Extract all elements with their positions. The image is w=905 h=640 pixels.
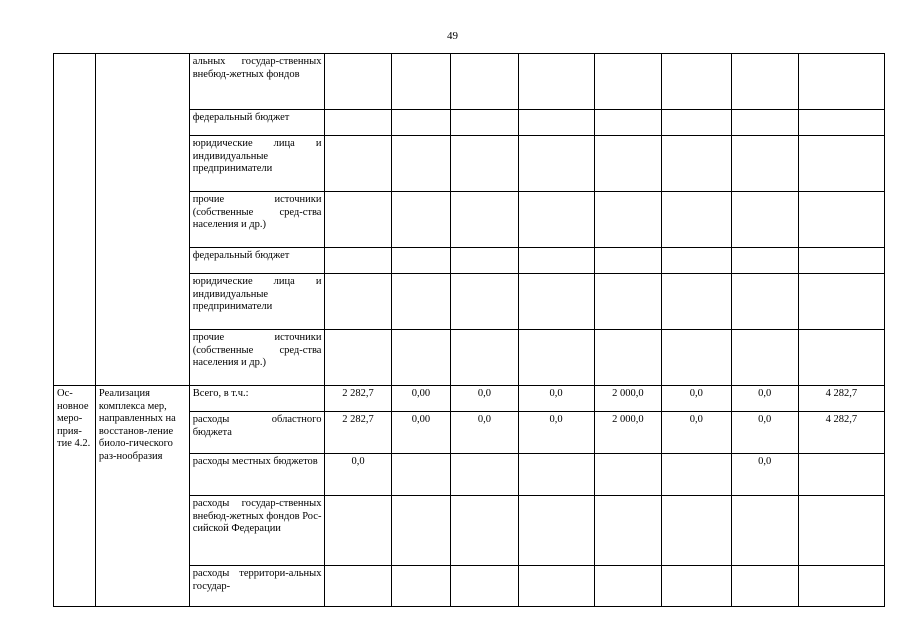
value-cell — [451, 54, 518, 110]
value-cell — [391, 274, 451, 330]
funding-source-cell: расходы территори-альных государ- — [189, 566, 325, 607]
value-cell: 0,0 — [451, 412, 518, 454]
value-cell — [731, 248, 798, 274]
value-cell — [325, 248, 391, 274]
value-cell: 2 000,0 — [594, 412, 661, 454]
funding-source-cell: Всего, в т.ч.: — [189, 386, 325, 412]
funding-source-cell: юридические лица и индивидуальные предприниматели — [189, 136, 325, 192]
value-cell: 0,0 — [731, 412, 798, 454]
value-cell — [662, 454, 732, 496]
value-cell: 2 000,0 — [594, 386, 661, 412]
value-cell: 0,0 — [518, 386, 594, 412]
value-cell — [391, 330, 451, 386]
value-cell — [594, 496, 661, 566]
value-cell — [798, 54, 884, 110]
value-cell — [594, 248, 661, 274]
value-cell — [518, 248, 594, 274]
funding-source-cell: расходы областного бюджета — [189, 412, 325, 454]
value-cell — [798, 566, 884, 607]
value-cell — [662, 54, 732, 110]
funding-source-cell: расходы государ-ственных внебюд-жетных фондов Рос-сийской Федерации — [189, 496, 325, 566]
value-cell — [325, 110, 391, 136]
value-cell — [518, 110, 594, 136]
funding-source-cell: прочие источники (собственные сред-ства населения и др.) — [189, 330, 325, 386]
value-cell — [391, 110, 451, 136]
value-cell: 0,00 — [391, 412, 451, 454]
value-cell — [391, 192, 451, 248]
value-cell — [594, 566, 661, 607]
value-cell — [731, 566, 798, 607]
value-cell — [518, 496, 594, 566]
value-cell — [594, 330, 661, 386]
value-cell — [594, 54, 661, 110]
measure-code-cell: Ос-новное меро-прия-тие 4.2. — [54, 386, 96, 607]
value-cell — [325, 192, 391, 248]
value-cell — [451, 248, 518, 274]
value-cell: 0,0 — [518, 412, 594, 454]
table-row — [54, 386, 885, 412]
page-number: 49 — [447, 30, 458, 42]
value-cell: 4 282,7 — [798, 386, 884, 412]
value-cell — [518, 136, 594, 192]
value-cell: 2 282,7 — [325, 386, 391, 412]
value-cell — [451, 330, 518, 386]
value-cell — [451, 496, 518, 566]
value-cell — [798, 248, 884, 274]
measure-code-cell — [54, 54, 96, 386]
funding-source-cell: юридические лица и индивидуальные предприниматели — [189, 274, 325, 330]
value-cell — [798, 496, 884, 566]
value-cell — [391, 136, 451, 192]
value-cell — [731, 136, 798, 192]
value-cell: 0,0 — [731, 454, 798, 496]
value-cell — [594, 192, 661, 248]
table-row — [54, 54, 885, 110]
value-cell — [594, 274, 661, 330]
value-cell — [731, 54, 798, 110]
value-cell — [325, 274, 391, 330]
value-cell — [798, 136, 884, 192]
value-cell — [594, 454, 661, 496]
value-cell — [731, 192, 798, 248]
value-cell — [662, 136, 732, 192]
value-cell — [451, 566, 518, 607]
value-cell — [731, 110, 798, 136]
value-cell — [662, 110, 732, 136]
value-cell — [518, 192, 594, 248]
measure-name-cell — [95, 54, 189, 386]
value-cell — [662, 330, 732, 386]
value-cell — [594, 110, 661, 136]
value-cell — [594, 136, 661, 192]
value-cell — [325, 566, 391, 607]
value-cell — [325, 330, 391, 386]
value-cell — [798, 274, 884, 330]
value-cell — [451, 110, 518, 136]
value-cell: 4 282,7 — [798, 412, 884, 454]
value-cell — [798, 454, 884, 496]
value-cell — [325, 54, 391, 110]
funding-source-cell: федеральный бюджет — [189, 248, 325, 274]
measure-name-cell: Реализация комплекса мер, направленных на восстанов-ление биоло-гического раз-нообразия — [95, 386, 189, 607]
value-cell — [798, 330, 884, 386]
value-cell — [325, 136, 391, 192]
value-cell — [391, 496, 451, 566]
value-cell: 2 282,7 — [325, 412, 391, 454]
value-cell — [451, 274, 518, 330]
value-cell — [518, 330, 594, 386]
budget-table-body — [54, 54, 885, 607]
funding-source-cell: расходы местных бюджетов — [189, 454, 325, 496]
value-cell — [325, 496, 391, 566]
value-cell: 0,00 — [391, 386, 451, 412]
value-cell — [662, 192, 732, 248]
funding-source-cell: альных государ-ственных внебюд-жетных фондов — [189, 54, 325, 110]
value-cell — [662, 274, 732, 330]
value-cell — [518, 566, 594, 607]
value-cell — [391, 248, 451, 274]
value-cell: 0,0 — [731, 386, 798, 412]
value-cell — [731, 496, 798, 566]
value-cell — [662, 566, 732, 607]
value-cell — [391, 566, 451, 607]
value-cell — [731, 274, 798, 330]
value-cell — [731, 330, 798, 386]
value-cell: 0,0 — [662, 386, 732, 412]
value-cell: 0,0 — [325, 454, 391, 496]
value-cell — [518, 454, 594, 496]
value-cell — [798, 110, 884, 136]
value-cell — [451, 136, 518, 192]
value-cell — [518, 274, 594, 330]
funding-source-cell: федеральный бюджет — [189, 110, 325, 136]
budget-table — [53, 53, 885, 607]
funding-source-cell: прочие источники (собственные сред-ства населения и др.) — [189, 192, 325, 248]
value-cell — [391, 54, 451, 110]
value-cell — [391, 454, 451, 496]
value-cell: 0,0 — [451, 386, 518, 412]
value-cell — [451, 454, 518, 496]
value-cell — [451, 192, 518, 248]
value-cell — [798, 192, 884, 248]
value-cell — [662, 248, 732, 274]
value-cell — [518, 54, 594, 110]
value-cell: 0,0 — [662, 412, 732, 454]
value-cell — [662, 496, 732, 566]
